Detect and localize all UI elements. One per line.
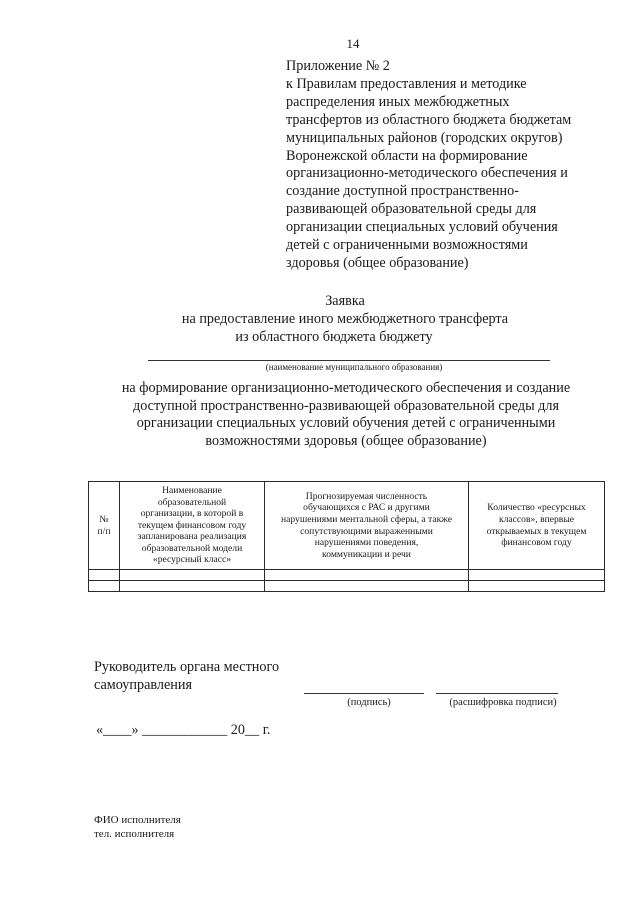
appendix-line: здоровья (общее образование) <box>286 254 469 271</box>
table-cell[interactable] <box>120 581 265 592</box>
appendix-line: Воронежской области на формирование <box>286 147 528 164</box>
table-cell[interactable] <box>469 581 605 592</box>
executor-phone: тел. исполнителя <box>94 827 175 840</box>
executor-name: ФИО исполнителя <box>94 814 181 826</box>
table-cell[interactable] <box>89 570 120 581</box>
appendix-line: детей с ограниченными возможностями <box>286 237 528 254</box>
header-organization: Наименование образовательной организации, в которой в текущем финансовом году запланирована реализация образовательной модели «ресурсный класс» <box>120 482 265 570</box>
header-number: № п/п <box>89 482 120 570</box>
purpose-line: доступной пространственно-развивающей образовательной среды для <box>133 397 559 414</box>
appendix-line: развивающей образовательной среды для <box>286 201 537 218</box>
date-field[interactable]: «____» ____________ 20__ г. <box>96 722 271 738</box>
executor-info <box>94 814 181 841</box>
appendix-line: организационно-методического обеспечения и <box>286 165 568 182</box>
table-row <box>89 570 605 581</box>
purpose-text <box>86 380 606 450</box>
purpose-line: на формирование организационно-методического обеспечения и создание <box>121 380 571 396</box>
appendix-line: создание доступной пространственно- <box>286 183 519 200</box>
signatory-title <box>94 658 334 694</box>
appendix-line: Приложение № 2 <box>286 58 390 74</box>
page-number: 14 <box>346 36 360 51</box>
appendix-line: к Правилам предоставления и методике <box>286 75 527 92</box>
signature-decoding-fill-line[interactable] <box>436 693 558 694</box>
document-title <box>0 292 640 346</box>
purpose-line: организации специальных условий обучения детей с ограниченными <box>136 415 556 432</box>
application-table <box>88 481 605 592</box>
signature-decoding-caption: (расшифровка подписи) <box>449 697 557 708</box>
appendix-line: трансфертов из областного бюджета бюджетам <box>286 111 572 128</box>
signature-caption: (подпись) <box>347 697 391 708</box>
table-cell[interactable] <box>265 570 469 581</box>
signatory-line: Руководитель органа местного <box>94 659 280 675</box>
title-line: из областного бюджета бюджету <box>235 329 433 345</box>
municipality-fill-line <box>148 360 550 361</box>
table-cell[interactable] <box>469 570 605 581</box>
table-header-row <box>89 482 605 570</box>
title-line: на предоставление иного межбюджетного трансферта <box>181 311 509 327</box>
municipality-caption: (наименование муниципального образования) <box>265 362 443 372</box>
purpose-line: возможностями здоровья (общее образование) <box>205 432 487 449</box>
appendix-line: организации специальных условий обучения <box>286 219 558 236</box>
header-student-count: Прогнозируемая численность обучающихся с РАС и другими нарушениями ментальной сферы, а также сопутствующими выраженными нарушениями поведения, коммуникации и речи <box>265 482 469 570</box>
header-class-count: Количество «ресурсных классов», впервые открываемых в текущем финансовом году <box>469 482 605 570</box>
signature-fill-line[interactable] <box>304 693 424 694</box>
table-row <box>89 581 605 592</box>
appendix-header <box>286 58 606 273</box>
table-cell[interactable] <box>120 570 265 581</box>
table-cell[interactable] <box>89 581 120 592</box>
table-cell[interactable] <box>265 581 469 592</box>
appendix-line: распределения иных межбюджетных <box>286 93 510 110</box>
appendix-line: муниципальных районов (городских округов) <box>286 129 563 146</box>
title-line: Заявка <box>325 293 365 309</box>
signatory-line: самоуправления <box>94 677 192 693</box>
